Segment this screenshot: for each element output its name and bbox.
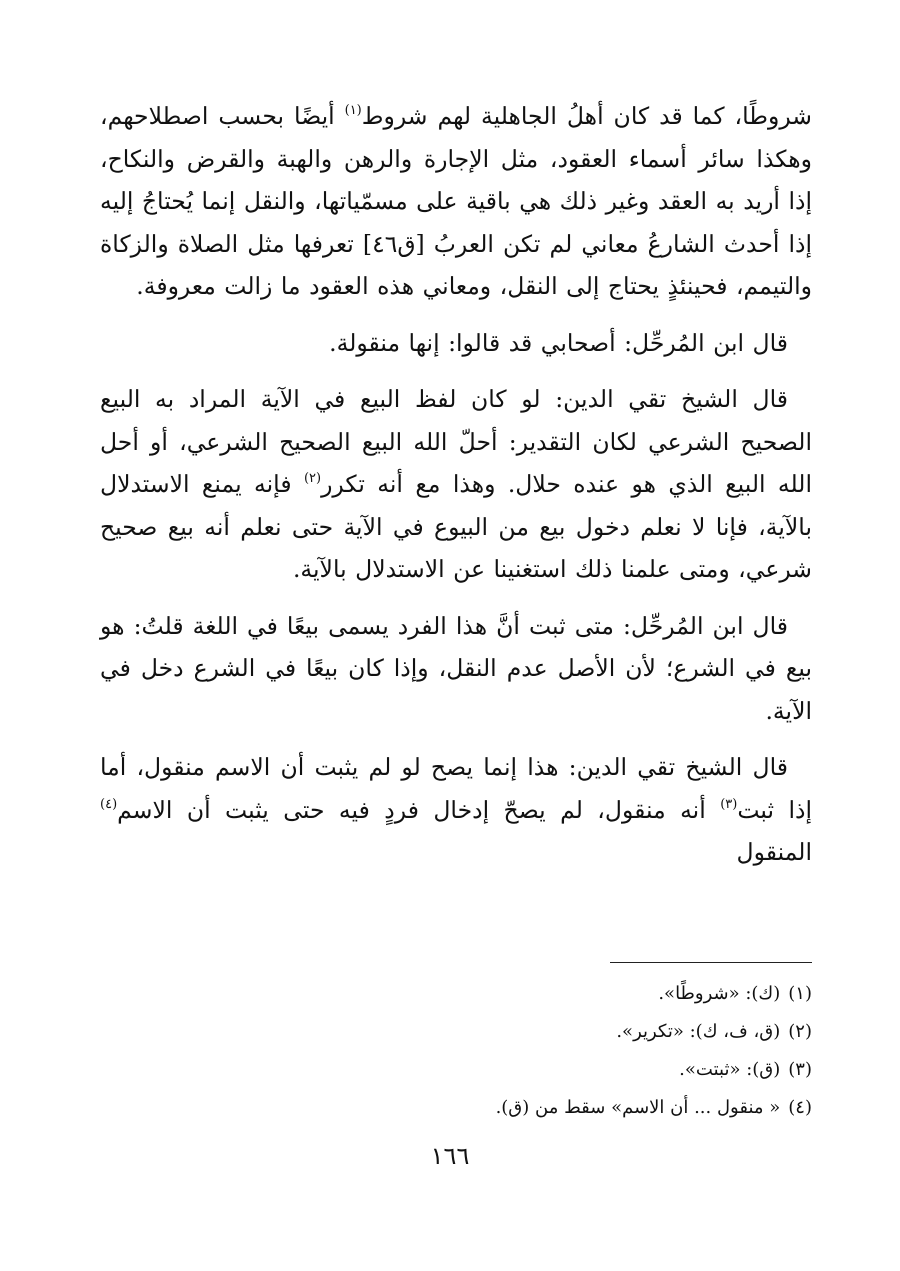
paragraph-text: شروطًا، كما قد كان أهلُ الجاهلية لهم شروط xyxy=(361,102,812,130)
footnote-number: (١) xyxy=(788,983,812,1004)
paragraph-text: قال ابن المُرحِّل: متى ثبت أنَّ هذا الفرد يسمى بيعًا في اللغة قلتُ: هو بيع في الشرع؛ لأن الأصل عدم النقل، وإذا كان بيعًا في الشرع دخل في الآية. xyxy=(100,611,812,725)
footnote-text: (ق): «ثبتت». xyxy=(679,1059,781,1080)
footnote-2 xyxy=(300,1013,812,1051)
footnote-1 xyxy=(300,975,812,1013)
page-number: ١٦٦ xyxy=(430,1142,470,1170)
paragraph-text: قال الشيخ تقي الدين: هذا إنما يصح لو لم يثبت أن الاسم منقول، أما إذا ثبت xyxy=(100,753,812,824)
footnote-number: (٣) xyxy=(788,1059,812,1080)
paragraph-3 xyxy=(100,378,812,591)
footnote-ref-4[interactable]: (٤) xyxy=(100,796,118,812)
paragraph-text: قال ابن المُرحِّل: أصحابي قد قالوا: إنها منقولة. xyxy=(329,328,788,357)
paragraph-text: المنقول xyxy=(736,838,812,866)
paragraph-text: فإنه يمنع الاستدلال بالآية، فإنا لا نعلم دخول بيع من البيوع في الآية حتى نعلم أنه بيع صحيح شرعي، ومتى علمنا ذلك استغنينا عن الاستدلال بالآية. xyxy=(100,470,812,583)
paragraph-text: أيضًا بحسب اصطلاحهم، وهكذا سائر أسماء العقود، مثل الإجارة والرهن والهبة والقرض والنكاح، إذا أريد به العقد وغير ذلك هي باقية على مسمّياتها، والنقل إنما يُحتاجُ إليه إذا أحدث الشارعُ معاني لم تكن العربُ [ق٤٦] تعرفها مثل الصلاة والزكاة والتيمم، فحينئذٍ يحتاج إلى النقل، ومعاني هذه العقود ما زالت معروفة. xyxy=(100,102,812,300)
paragraph-text: أنه منقول، لم يصحّ إدخال فردٍ فيه حتى يثبت أن الاسم xyxy=(117,795,721,824)
paragraph-text: قال الشيخ تقي الدين: لو كان لفظ البيع في الآية المراد به البيع الصحيح الشرعي لكان التقدير: أحلّ الله البيع الصحيح الشرعي، أو أحل الله البيع الذي هو عنده حلال. وهذا مع أنه تكرر xyxy=(100,385,812,498)
paragraph-5 xyxy=(100,746,812,874)
footnote-divider xyxy=(610,962,812,963)
paragraph-2 xyxy=(100,322,812,365)
footnote-number: (٢) xyxy=(788,1021,812,1042)
footnote-ref-1[interactable]: (١) xyxy=(344,103,362,118)
footnote-text: (ق، ف، ك): «تكرير». xyxy=(616,1021,781,1042)
footnote-text: « منقول ... أن الاسم» سقط من (ق). xyxy=(495,1097,781,1118)
footnotes xyxy=(300,975,812,1127)
footnote-ref-2[interactable]: (٢) xyxy=(303,471,322,486)
paragraph-1 xyxy=(100,95,812,308)
footnote-3 xyxy=(300,1051,812,1089)
footnote-text: (ك): «شروطًا». xyxy=(658,983,781,1004)
footnote-ref-3[interactable]: (٣) xyxy=(720,796,738,812)
paragraph-4 xyxy=(100,605,812,733)
footnote-number: (٤) xyxy=(788,1097,812,1118)
footnote-4 xyxy=(300,1089,812,1127)
page-body xyxy=(100,95,812,888)
